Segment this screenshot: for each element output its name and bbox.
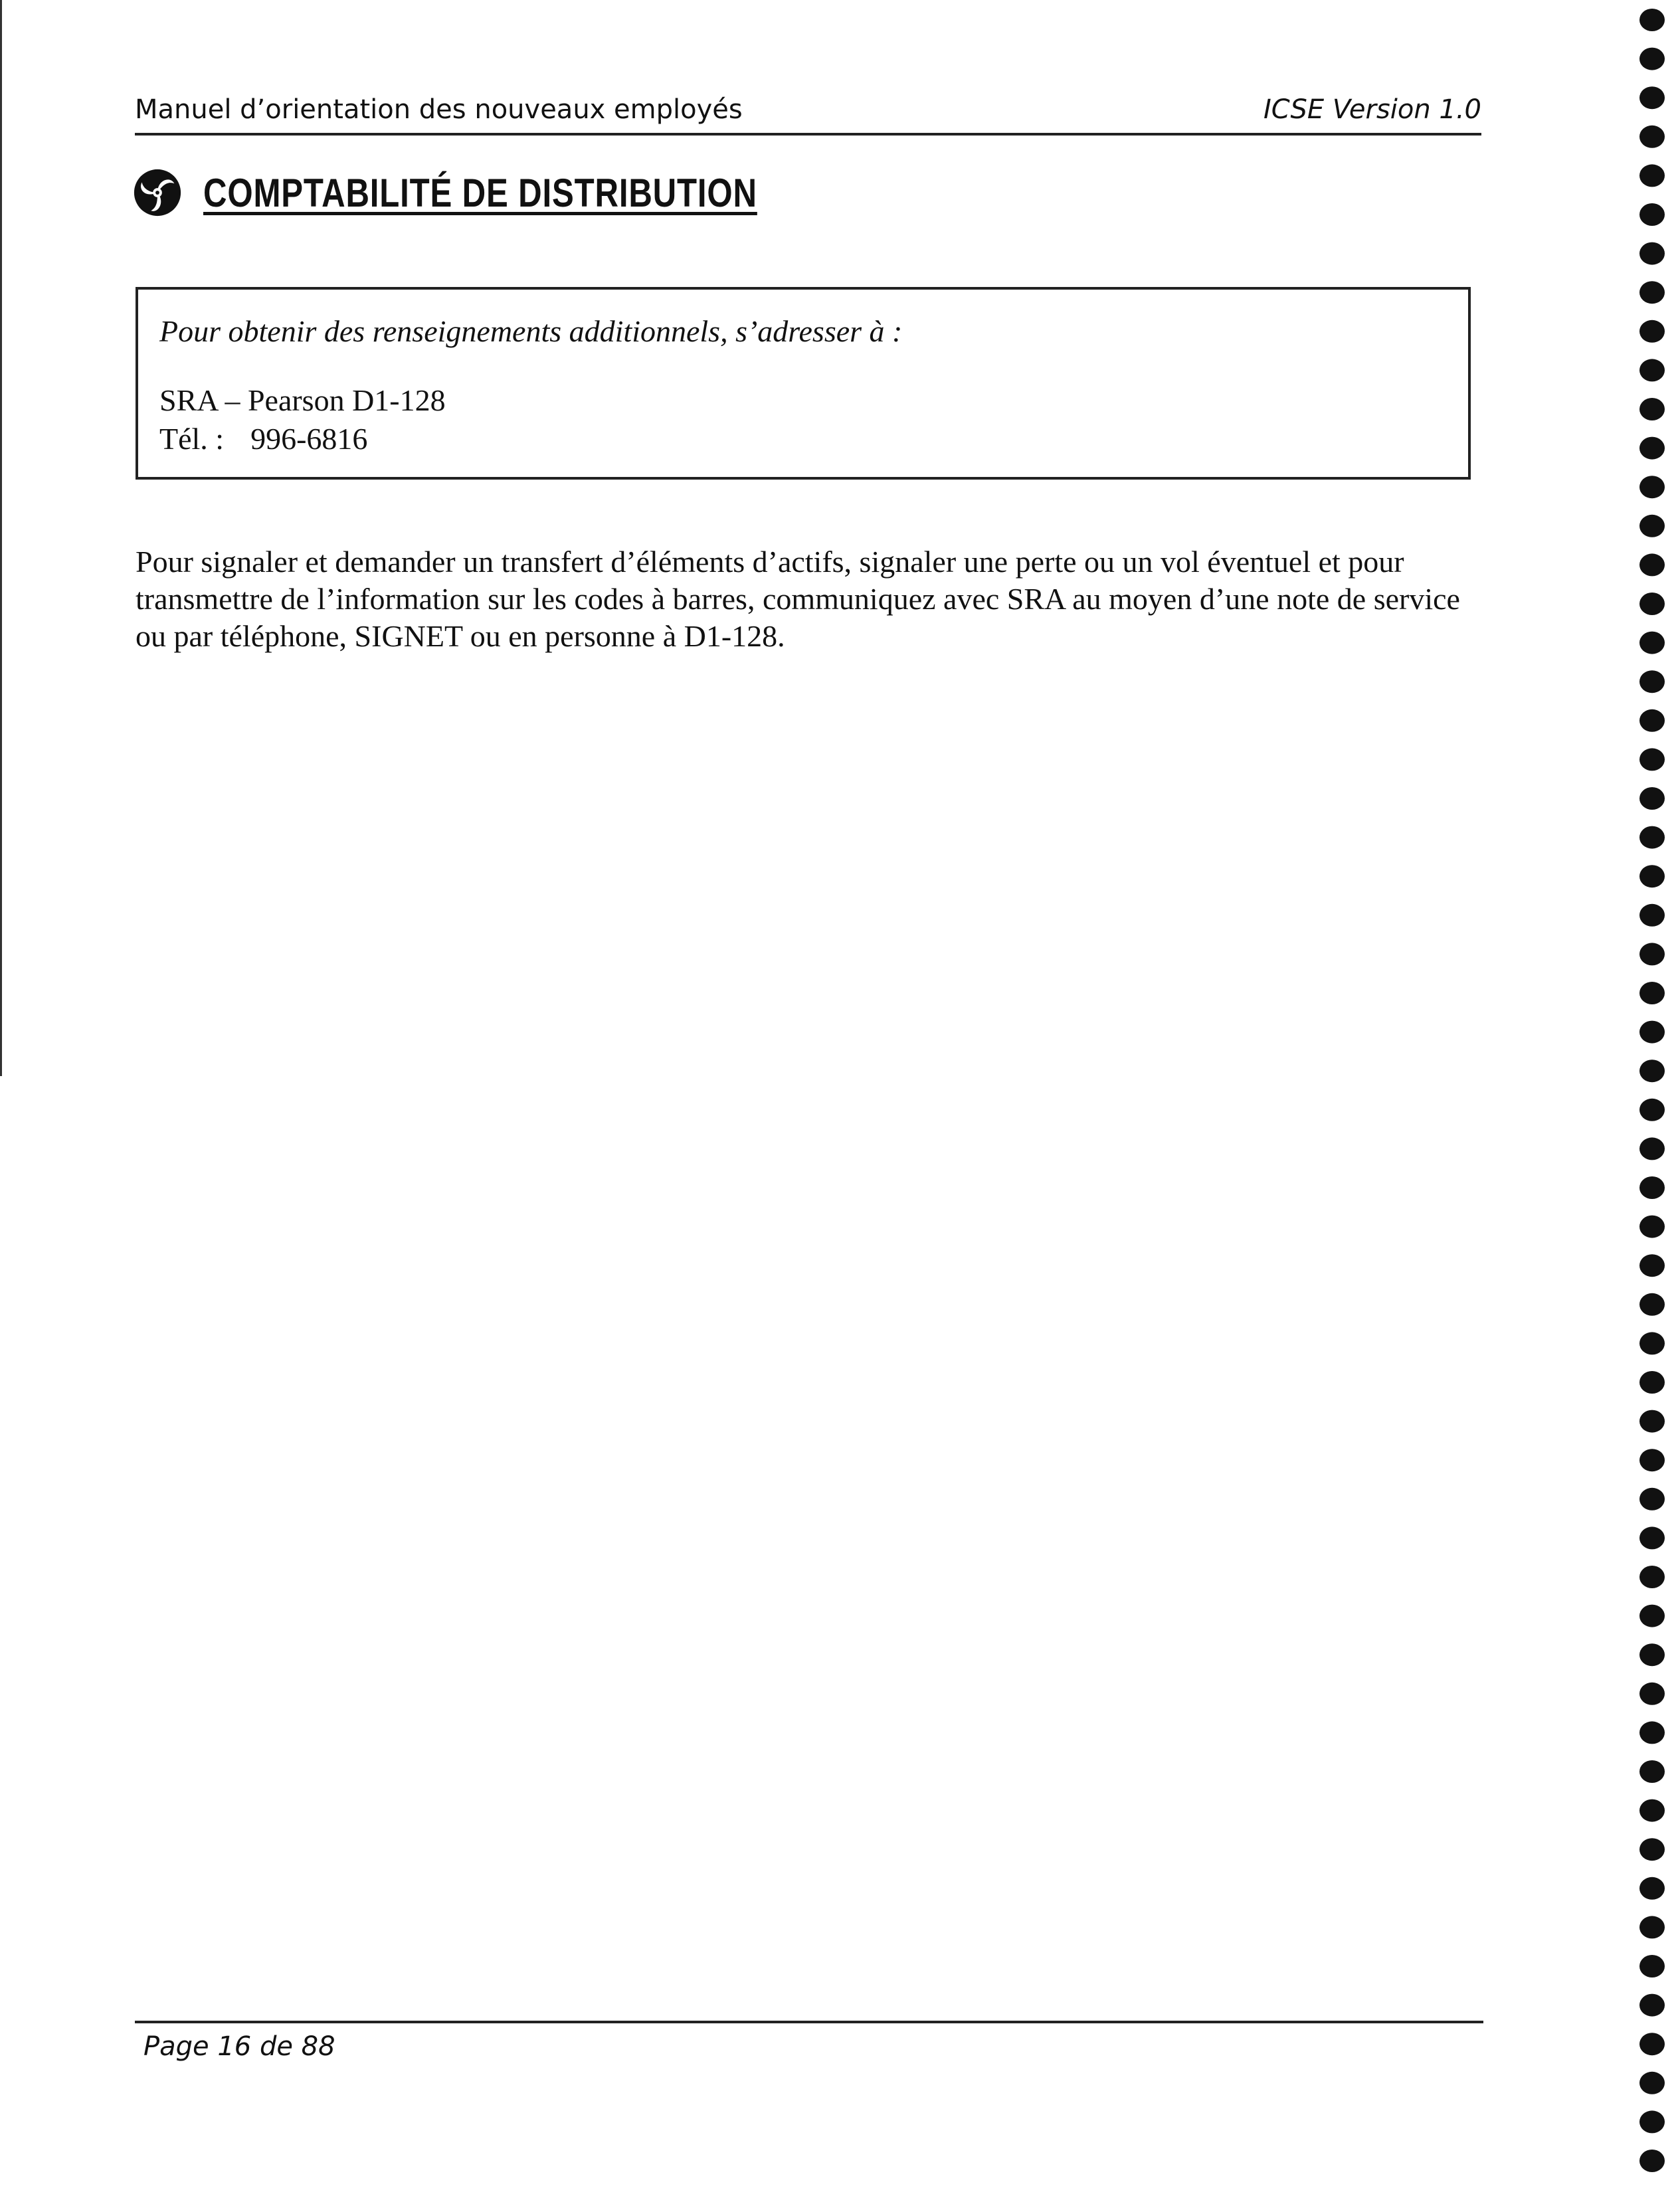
binding-hole — [1639, 1721, 1665, 1744]
body-paragraph: Pour signaler et demander un transfert d’éléments d’actifs, signaler une perte ou un vol éventuel et pour transmettre de l’information sur les codes à barres, communiquez avec SRA au moyen d’une note de service ou par téléphone, SIGNET ou en personne à D1-128. — [136, 545, 1460, 653]
phone-number: 996-6816 — [250, 422, 368, 456]
binding-hole — [1639, 1683, 1665, 1705]
binding-hole — [1639, 1760, 1665, 1783]
footer-divider — [135, 2021, 1483, 2023]
header-document-title: Manuel d’orientation des nouveaux employés — [135, 94, 743, 125]
binding-hole — [1639, 1955, 1665, 1977]
binding-hole — [1639, 826, 1665, 849]
binding-hole — [1639, 1254, 1665, 1277]
binding-hole — [1639, 748, 1665, 771]
binding-hole — [1639, 9, 1665, 31]
page-number: Page 16 de 88 — [143, 2031, 335, 2062]
binding-hole — [1639, 904, 1665, 927]
binding-hole — [1639, 476, 1665, 498]
binding-hole — [1639, 709, 1665, 732]
binding-hole — [1639, 1838, 1665, 1861]
binding-hole — [1639, 787, 1665, 810]
binding-hole — [1639, 515, 1665, 537]
binding-hole — [1639, 593, 1665, 615]
contact-intro: Pour obtenir des renseignements additionnels, s’adresser à : — [159, 314, 903, 348]
contact-info-box — [136, 287, 1471, 480]
binding-hole — [1639, 2110, 1665, 2133]
contact-phone — [159, 421, 367, 456]
binding-hole — [1639, 2072, 1665, 2094]
section-title: COMPTABILITÉ DE DISTRIBUTION — [203, 170, 757, 215]
binding-hole — [1639, 1293, 1665, 1316]
binding-hole — [1639, 1566, 1665, 1588]
binding-hole — [1639, 242, 1665, 265]
phone-label: Tél. : — [159, 422, 225, 456]
spiral-binding — [1635, 0, 1669, 2206]
binding-hole — [1639, 281, 1665, 304]
page-header — [135, 92, 1481, 136]
section-heading — [132, 163, 879, 223]
binding-hole — [1639, 320, 1665, 343]
binding-hole — [1639, 1605, 1665, 1627]
binding-hole — [1639, 1994, 1665, 2017]
binding-holes-graphic — [1635, 0, 1669, 2206]
binding-hole — [1639, 359, 1665, 381]
binding-hole — [1639, 164, 1665, 187]
triskelion-icon — [132, 166, 183, 219]
binding-hole — [1639, 48, 1665, 70]
binding-hole — [1639, 1643, 1665, 1666]
binding-hole — [1639, 670, 1665, 693]
binding-hole — [1639, 86, 1665, 109]
binding-hole — [1639, 1371, 1665, 1394]
binding-hole — [1639, 1137, 1665, 1160]
binding-hole — [1639, 943, 1665, 965]
page-left-edge — [0, 0, 2, 1076]
binding-hole — [1639, 1449, 1665, 1471]
binding-hole — [1639, 2033, 1665, 2055]
binding-hole — [1639, 1488, 1665, 1511]
binding-hole — [1639, 1410, 1665, 1433]
binding-hole — [1639, 553, 1665, 576]
binding-hole — [1639, 1799, 1665, 1822]
binding-hole — [1639, 126, 1665, 148]
binding-hole — [1639, 1216, 1665, 1238]
binding-hole — [1639, 982, 1665, 1004]
binding-hole — [1639, 865, 1665, 887]
header-version: ICSE Version 1.0 — [1263, 94, 1481, 125]
contact-office: SRA – Pearson D1-128 — [159, 383, 446, 417]
binding-hole — [1639, 1877, 1665, 1900]
binding-hole — [1639, 1332, 1665, 1354]
binding-hole — [1639, 1176, 1665, 1199]
binding-hole — [1639, 398, 1665, 420]
binding-hole — [1639, 203, 1665, 226]
binding-hole — [1639, 1021, 1665, 1044]
binding-hole — [1639, 1526, 1665, 1549]
binding-hole — [1639, 632, 1665, 654]
binding-hole — [1639, 1099, 1665, 1121]
binding-hole — [1639, 1059, 1665, 1082]
binding-hole — [1639, 437, 1665, 460]
binding-hole — [1639, 2150, 1665, 2172]
binding-hole — [1639, 1916, 1665, 1938]
